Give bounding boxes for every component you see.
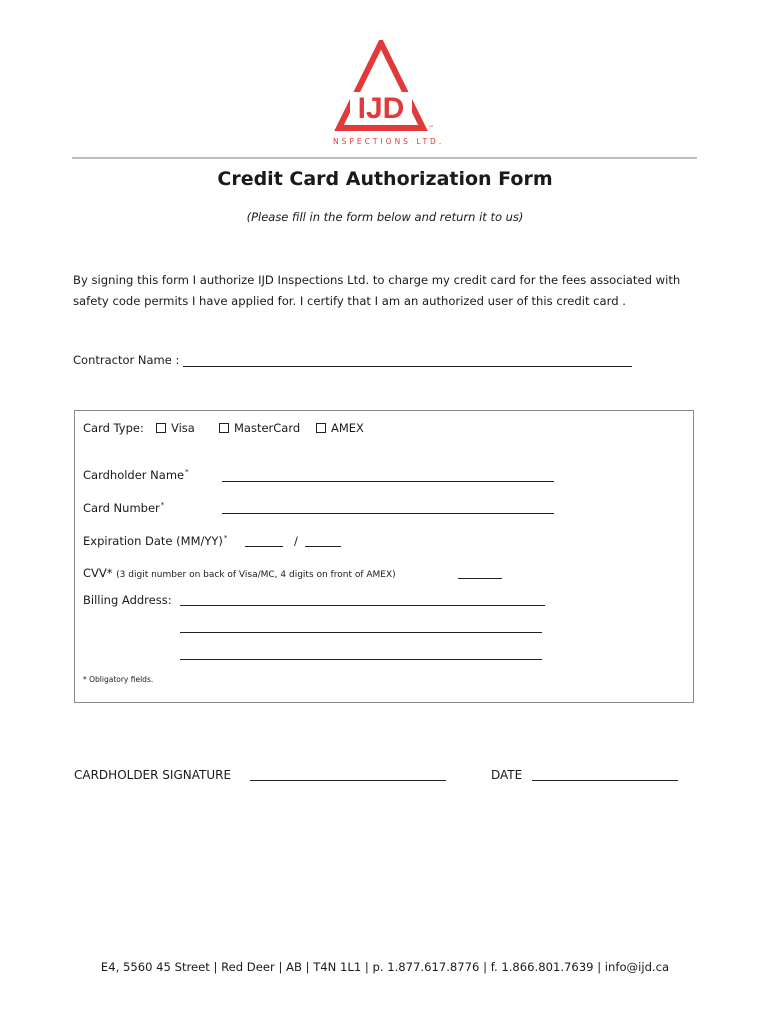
header-divider <box>72 157 697 159</box>
company-logo <box>330 40 442 145</box>
required-mark: * <box>223 534 228 542</box>
cardholder-name-label <box>83 468 189 482</box>
cvv-label <box>83 566 396 580</box>
contractor-name-label: Contractor Name : <box>73 353 180 367</box>
visa-label: Visa <box>171 421 195 435</box>
expiration-month-field[interactable] <box>245 546 283 547</box>
form-subtitle: (Please fill in the form below and return it to us) <box>246 210 524 224</box>
mastercard-option[interactable] <box>219 421 300 435</box>
mastercard-checkbox[interactable] <box>219 423 229 433</box>
authorization-paragraph: By signing this form I authorize IJD Inspections Ltd. to charge my credit card for the fees associated with safety code permits I have applied for. I certify that I am an authorized user of this credit card . <box>73 273 681 308</box>
date-label: DATE <box>491 768 523 782</box>
amex-checkbox[interactable] <box>316 423 326 433</box>
visa-option[interactable] <box>156 421 195 435</box>
amex-label: AMEX <box>331 421 364 435</box>
cvv-text: CVV* <box>83 566 113 580</box>
card-type-label: Card Type: <box>83 421 144 435</box>
card-number-label <box>83 501 164 515</box>
visa-checkbox[interactable] <box>156 423 166 433</box>
logo-triangle-icon <box>330 40 442 145</box>
mastercard-label: MasterCard <box>234 421 301 435</box>
required-mark: * <box>185 468 189 476</box>
obligatory-footnote: * Obligatory fields. <box>83 675 154 684</box>
form-title: Credit Card Authorization Form <box>217 168 553 190</box>
cvv-note: (3 digit number on back of Visa/MC, 4 digits on front of AMEX) <box>116 570 396 580</box>
card-number-text: Card Number <box>83 501 160 515</box>
expiration-year-field[interactable] <box>305 546 341 547</box>
billing-address-line-1[interactable] <box>180 605 545 606</box>
cardholder-name-field[interactable] <box>222 481 554 482</box>
expiration-date-label <box>83 534 227 548</box>
signature-field[interactable] <box>250 780 446 781</box>
date-field[interactable] <box>532 780 678 781</box>
cvv-field[interactable] <box>458 578 502 579</box>
billing-address-line-2[interactable] <box>180 632 542 633</box>
logo-brand-text: IJD <box>357 92 405 125</box>
expiration-slash: / <box>294 534 298 548</box>
contractor-name-field[interactable] <box>183 366 632 367</box>
logo-trademark: ™ <box>428 125 434 132</box>
required-mark: * <box>160 501 165 509</box>
amex-option[interactable] <box>316 421 364 435</box>
billing-address-line-3[interactable] <box>180 659 542 660</box>
expiration-date-text: Expiration Date (MM/YY) <box>83 534 223 548</box>
signature-label: CARDHOLDER SIGNATURE <box>74 768 232 782</box>
footer-contact: E4, 5560 45 Street | Red Deer | AB | T4N 1L1 | p. 1.877.617.8776 | f. 1.866.801.7639 | info@ijd.ca <box>100 960 670 974</box>
logo-tagline: INSPECTIONS LTD. <box>330 137 442 145</box>
billing-address-label: Billing Address: <box>83 593 172 607</box>
cardholder-name-text: Cardholder Name <box>83 468 185 482</box>
card-number-field[interactable] <box>222 513 554 514</box>
